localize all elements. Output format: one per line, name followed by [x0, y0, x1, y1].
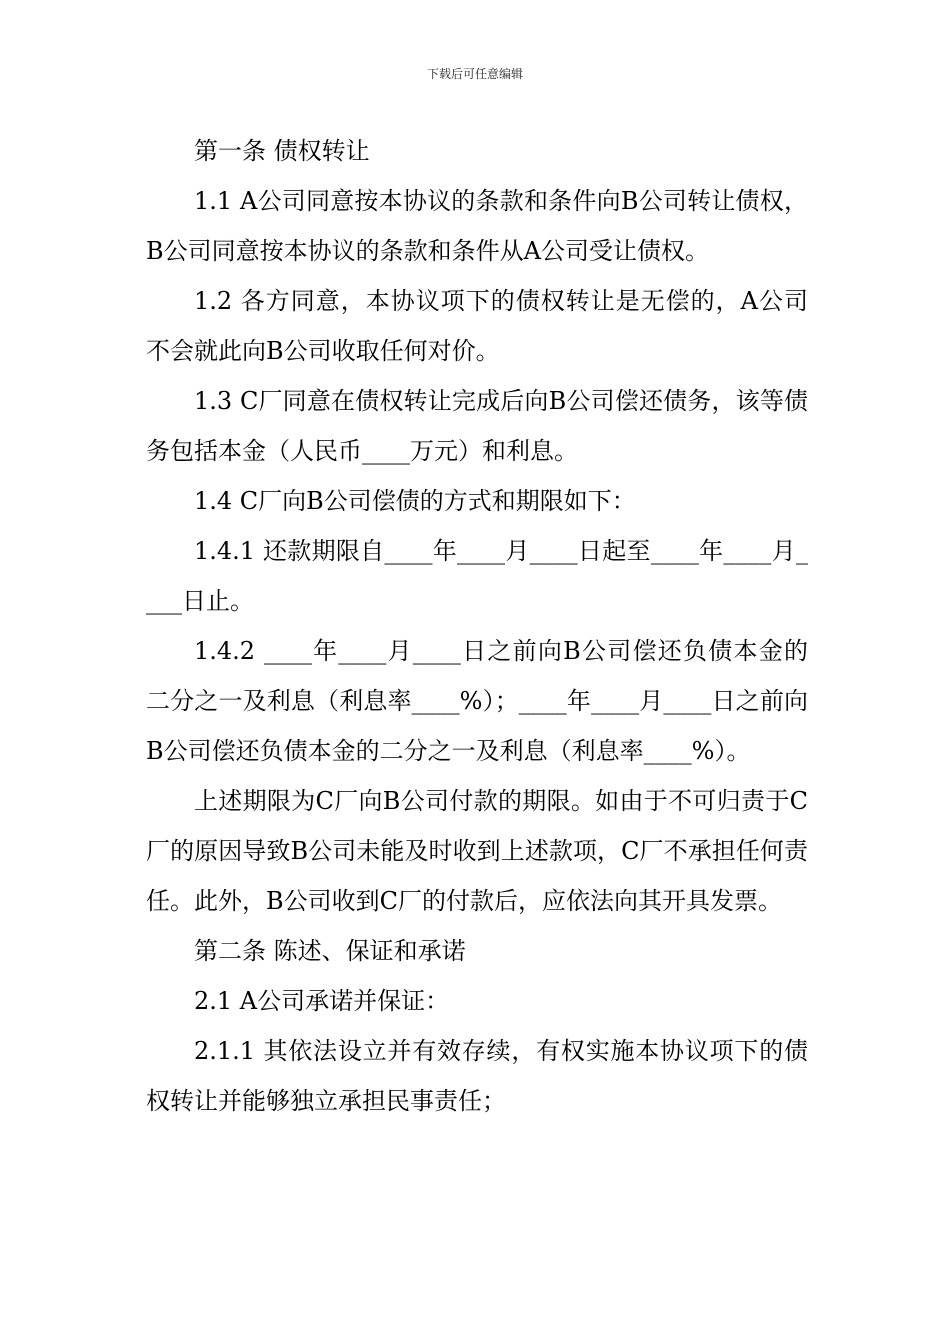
clause-1-2: 1.2 各方同意，本协议项下的债权转让是无偿的，A公司不会就此向B公司收取任何对价。: [146, 287, 808, 365]
payment-term-note: 上述期限为C厂向B公司付款的期限。如由于不可归责于C厂的原因导致B公司未能及时收到上述款项，C厂不承担任何责任。此外，B公司收到C厂的付款后，应依法向其开具发票。: [146, 787, 808, 915]
article-1-heading: 第一条 债权转让: [194, 137, 370, 165]
clause-1-4-1: 1.4.1 还款期限自____年____月____日起至____年____月____日止。: [146, 537, 808, 615]
page-header: 下载后可任意编辑: [426, 67, 523, 81]
article-2-heading: 第二条 陈述、保证和承诺: [194, 937, 466, 965]
clause-1-1: 1.1 A公司同意按本协议的条款和条件向B公司转让债权，B公司同意按本协议的条款和条件从A公司受让债权。: [146, 187, 808, 265]
clause-1-3: 1.3 C厂同意在债权转让完成后向B公司偿还债务，该等债务包括本金（人民币____万元）和利息。: [146, 387, 808, 465]
clause-1-4-2: 1.4.2 ____年____月____日之前向B公司偿还负债本金的二分之一及利息（利息率____%）；____年____月____日之前向B公司偿还负债本金的二分之一及利息（利息率____%）。: [146, 637, 808, 765]
clause-1-4: 1.4 C厂向B公司偿债的方式和期限如下：: [194, 487, 636, 515]
document-body: [146, 126, 808, 1126]
clause-2-1-1: 2.1.1 其依法设立并有效存续，有权实施本协议项下的债权转让并能够独立承担民事责任；: [146, 1037, 808, 1115]
clause-2-1: 2.1 A公司承诺并保证：: [194, 987, 450, 1015]
